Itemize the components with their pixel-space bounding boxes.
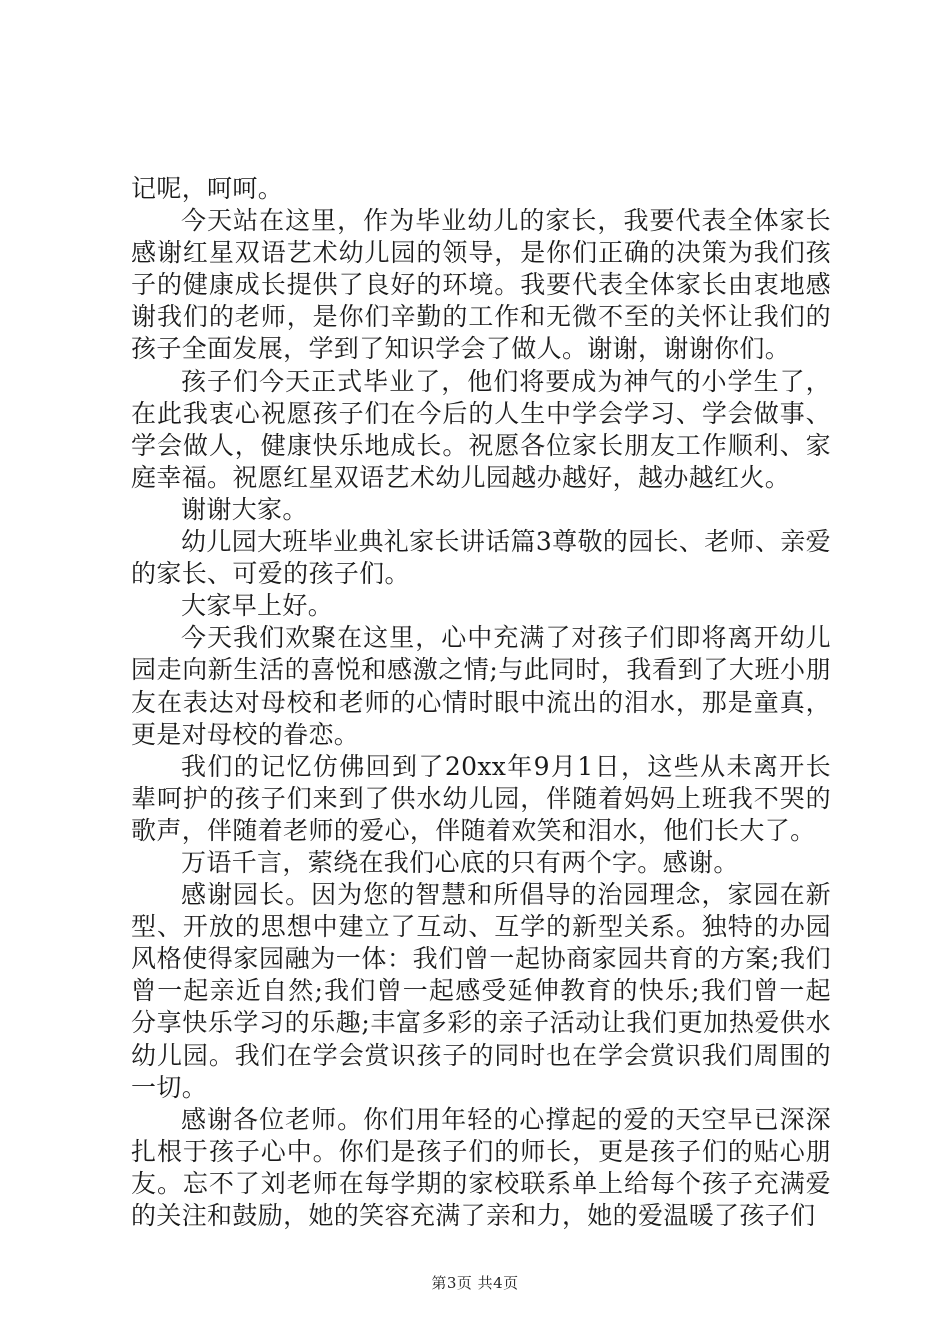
paragraph: 感谢各位老师。你们用年轻的心撑起的爱的天空早已深深扎根于孩子心中。你们是孩子们的师长，更是孩子们的贴心朋友。忘不了刘老师在每学期的家校联系单上给每个孩子充满爱的关注和鼓励，她的笑容充满了亲和力，她的爱温暖了孩子们 [131,1104,831,1230]
paragraph: 我们的记忆仿佛回到了20xx年9月1日，这些从未离开长辈呵护的孩子们来到了供水幼儿园，伴随着妈妈上班我不哭的歌声，伴随着老师的爱心，伴随着欢笑和泪水，他们长大了。 [131,751,831,845]
paragraph: 感谢园长。因为您的智慧和所倡导的治园理念，家园在新型、开放的思想中建立了互动、互学的新型关系。独特的办园风格使得家园融为一体：我们曾一起协商家园共育的方案;我们曾一起亲近自然;我们曾一起感受延伸教育的快乐;我们曾一起分享快乐学习的乐趣;丰富多彩的亲子活动让我们更加热爱供水幼儿园。我们在学会赏识孩子的同时也在学会赏识我们周围的一切。 [131,880,831,1102]
page-footer: 第3页 共4页 [431,1274,519,1292]
paragraph: 今天我们欢聚在这里，心中充满了对孩子们即将离开幼儿园走向新生活的喜悦和感激之情;与此同时，我看到了大班小朋友在表达对母校和老师的心情时眼中流出的泪水，那是童真，更是对母校的眷恋。 [131,623,831,749]
paragraph: 今天站在这里，作为毕业幼儿的家长，我要代表全体家长感谢红星双语艺术幼儿园的领导，是你们正确的决策为我们孩子的健康成长提供了良好的环境。我要代表全体家长由衷地感谢我们的老师，是你们辛勤的工作和无微不至的关怀让我们的孩子全面发展，学到了知识学会了做人。谢谢，谢谢你们。 [131,206,831,364]
paragraph: 大家早上好。 [181,591,334,621]
paragraph: 孩子们今天正式毕业了，他们将要成为神气的小学生了，在此我衷心祝愿孩子们在今后的人生中学会学习、学会做事、学会做人，健康快乐地成长。祝愿各位家长朋友工作顺利、家庭幸福。祝愿红星双语艺术幼儿园越办越好，越办越红火。 [131,366,831,492]
paragraph: 谢谢大家。 [181,494,308,524]
paragraph: 记呢，呵呵。 [131,174,284,203]
paragraph: 万语千言，萦绕在我们心底的只有两个字。感谢。 [181,847,739,877]
document-body [131,173,831,1232]
paragraph: 幼儿园大班毕业典礼家长讲话篇3尊敬的园长、老师、亲爱的家长、可爱的孩子们。 [131,527,832,589]
